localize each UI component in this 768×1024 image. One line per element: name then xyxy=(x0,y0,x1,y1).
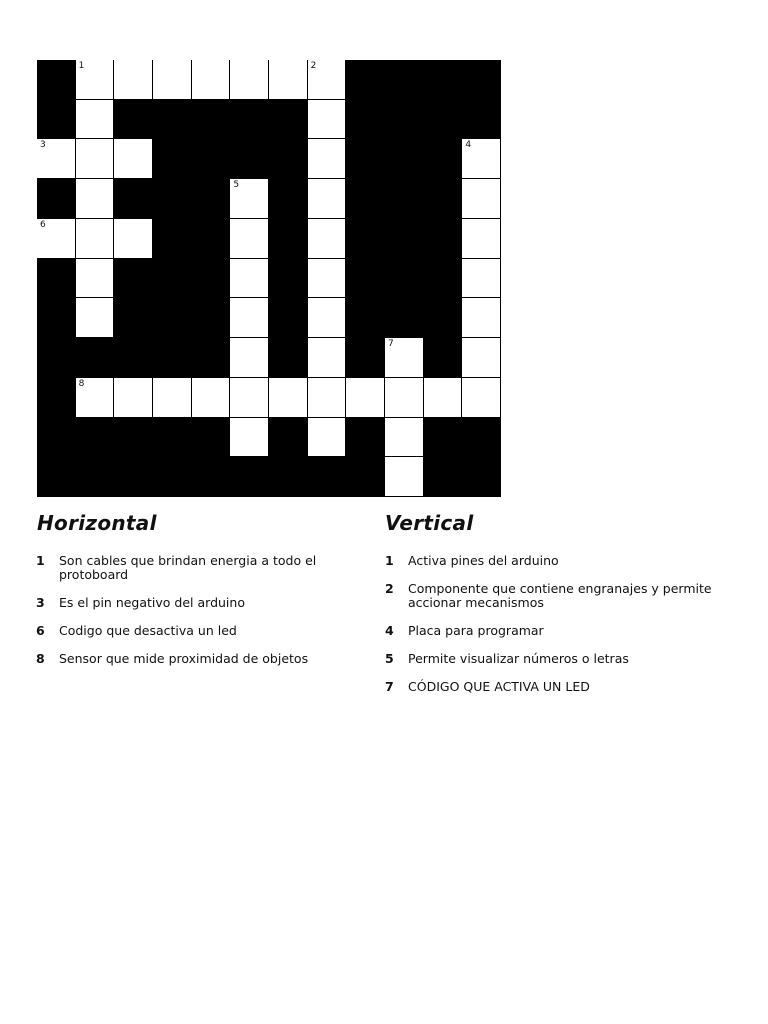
vertical-heading: Vertical xyxy=(385,511,474,535)
crossword-cell[interactable] xyxy=(462,298,501,338)
crossword-cell[interactable] xyxy=(385,378,424,418)
clue-number: 1 xyxy=(36,553,45,568)
crossword-cell[interactable] xyxy=(114,139,153,179)
crossword-cell[interactable] xyxy=(192,60,231,100)
vertical-clue xyxy=(385,652,725,666)
clue-number: 7 xyxy=(385,679,394,694)
crossword-cell[interactable] xyxy=(308,139,347,179)
clue-text: Son cables que brindan energia a todo el protoboard xyxy=(59,553,317,582)
crossword-cell[interactable] xyxy=(37,139,76,179)
crossword-cell[interactable] xyxy=(230,378,269,418)
clue-number: 3 xyxy=(36,595,45,610)
crossword-cell[interactable] xyxy=(424,378,463,418)
crossword-cell[interactable] xyxy=(76,378,115,418)
crossword-cell[interactable] xyxy=(462,219,501,259)
clue-text: Placa para programar xyxy=(408,623,544,638)
crossword-cell[interactable] xyxy=(308,259,347,299)
crossword-cell[interactable] xyxy=(230,60,269,100)
horizontal-clue xyxy=(36,652,376,666)
vertical-clue xyxy=(385,624,725,638)
crossword-cell[interactable] xyxy=(76,259,115,299)
crossword-cell[interactable] xyxy=(192,378,231,418)
clue-number: 6 xyxy=(36,623,45,638)
horizontal-clue xyxy=(36,624,376,638)
vertical-clue-list xyxy=(385,554,725,708)
crossword-cell[interactable] xyxy=(462,259,501,299)
clue-number: 5 xyxy=(385,651,394,666)
crossword-cell[interactable] xyxy=(230,298,269,338)
clue-number: 4 xyxy=(385,623,394,638)
crossword-cell[interactable] xyxy=(153,60,192,100)
crossword-cell[interactable] xyxy=(153,378,192,418)
cell-number: 6 xyxy=(40,219,46,230)
crossword-cell[interactable] xyxy=(462,338,501,378)
crossword-cell[interactable] xyxy=(230,338,269,378)
crossword-cell[interactable] xyxy=(385,457,424,497)
clue-text: Permite visualizar números o letras xyxy=(408,651,629,666)
crossword-cell[interactable] xyxy=(308,60,347,100)
horizontal-clue xyxy=(36,554,376,582)
crossword-cell[interactable] xyxy=(308,378,347,418)
clue-text: CÓDIGO QUE ACTIVA UN LED xyxy=(408,679,590,694)
cell-number: 3 xyxy=(40,140,46,151)
crossword-cell[interactable] xyxy=(114,60,153,100)
cell-number: 8 xyxy=(78,378,85,389)
crossword-cell[interactable] xyxy=(462,378,501,418)
vertical-clue xyxy=(385,680,725,694)
clue-text: Activa pines del arduino xyxy=(408,553,559,568)
crossword-cell[interactable] xyxy=(308,219,347,259)
crossword-cell[interactable] xyxy=(385,418,424,458)
crossword-cell[interactable] xyxy=(76,179,115,219)
crossword-cell[interactable] xyxy=(76,60,115,100)
cell-number: 7 xyxy=(388,339,394,350)
crossword-cell[interactable] xyxy=(308,100,347,140)
horizontal-heading: Horizontal xyxy=(37,511,157,535)
clue-number: 2 xyxy=(385,581,394,596)
crossword-cell[interactable] xyxy=(462,179,501,219)
clue-number: 8 xyxy=(36,651,45,666)
clue-text: Sensor que mide proximidad de objetos xyxy=(59,651,309,666)
crossword-cell[interactable] xyxy=(76,100,115,140)
cell-number: 1 xyxy=(78,61,85,71)
cell-number: 5 xyxy=(233,180,240,191)
crossword-grid xyxy=(37,60,501,497)
crossword-cell[interactable] xyxy=(269,60,308,100)
crossword-cell[interactable] xyxy=(308,179,347,219)
crossword-cell[interactable] xyxy=(114,378,153,418)
crossword-cell[interactable] xyxy=(308,298,347,338)
clue-text: Codigo que desactiva un led xyxy=(59,623,237,638)
crossword-cell[interactable] xyxy=(462,139,501,179)
clue-text: Es el pin negativo del arduino xyxy=(59,595,245,610)
crossword-cell[interactable] xyxy=(37,219,76,259)
horizontal-clue-list xyxy=(36,554,376,680)
crossword-cell[interactable] xyxy=(76,219,115,259)
vertical-clue xyxy=(385,554,725,568)
crossword-cell[interactable] xyxy=(114,219,153,259)
crossword-cell[interactable] xyxy=(76,298,115,338)
crossword-cell[interactable] xyxy=(385,338,424,378)
cell-number: 2 xyxy=(310,61,317,71)
crossword-cell[interactable] xyxy=(230,259,269,299)
crossword-cell[interactable] xyxy=(230,418,269,458)
clue-number: 1 xyxy=(385,553,394,568)
crossword-cell[interactable] xyxy=(308,338,347,378)
crossword-cell[interactable] xyxy=(230,179,269,219)
crossword-cell[interactable] xyxy=(346,378,385,418)
crossword-cell[interactable] xyxy=(76,139,115,179)
horizontal-clue xyxy=(36,596,376,610)
crossword-cell[interactable] xyxy=(269,378,308,418)
vertical-clue xyxy=(385,582,725,610)
cell-number: 4 xyxy=(465,140,472,151)
clue-text: Componente que contiene engranajes y permite accionar mecanismos xyxy=(408,581,712,610)
crossword-cell[interactable] xyxy=(230,219,269,259)
crossword-cell[interactable] xyxy=(308,418,347,458)
